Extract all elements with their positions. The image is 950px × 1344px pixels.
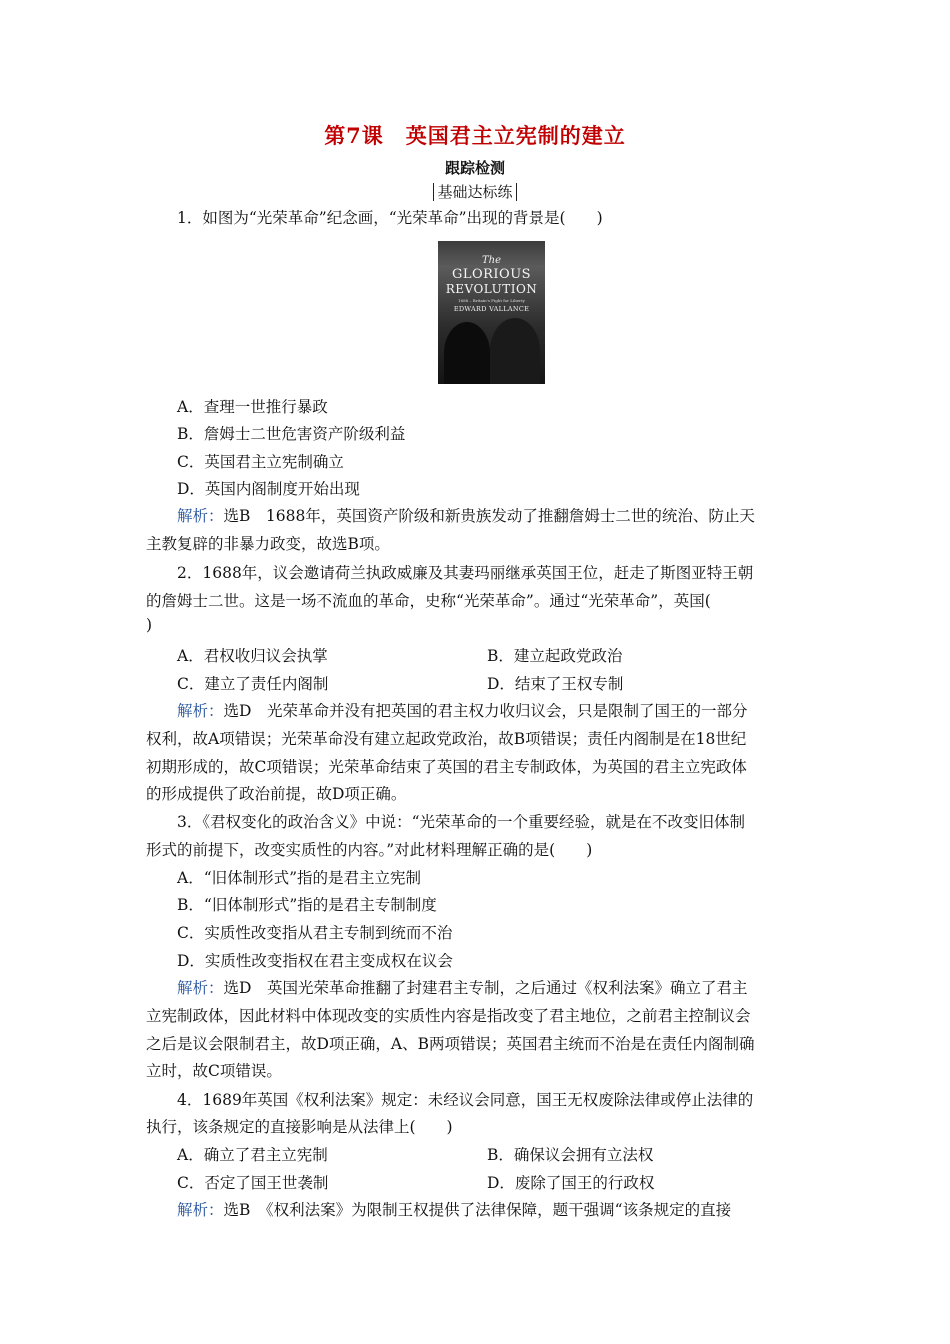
cover-line3: REVOLUTION (445, 282, 538, 296)
q4-option-d: D．废除了国王的行政权 (487, 1174, 655, 1192)
q3-explanation-line3: 之后是议会限制君主，故D项正确，A、B两项错误；英国君主统而不治是在责任内阁制确 (146, 1035, 755, 1053)
q4-option-b: B．确保议会拥有立法权 (487, 1146, 654, 1164)
q3-explanation-line1 (177, 976, 747, 998)
q3-explanation-line2: 立宪制政体，因此材料中体现改变的实质性内容是指改变了君主地位，之前君主控制议会 (146, 1007, 751, 1025)
q3-option-b: B．“旧体制形式”指的是君主专制制度 (177, 896, 437, 914)
q2-option-c: C．建立了责任内阁制 (177, 675, 329, 693)
glorious-revolution-book-cover-image (438, 241, 545, 384)
q2-option-a: A．君权收归议会执掌 (177, 647, 328, 665)
section-tag (0, 181, 950, 202)
q1-stem: 1．如图为“光荣革命”纪念画，“光荣革命”出现的背景是( ) (177, 209, 603, 227)
q4-stem-line1: 4．1689年英国《权利法案》规定：未经议会同意，国王无权废除法律或停止法律的 (177, 1091, 754, 1109)
section-subtitle: 跟踪检测 (444, 159, 505, 177)
q4-explanation-text1: 选B 《权利法案》为限制王权提供了法律保障，题干强调“该条规定的直接 (223, 1201, 732, 1219)
q2-explanation-label: 解析： (177, 702, 224, 720)
q2-explanation-text1: 选D 光荣革命并没有把英国的君主权力收归议会，只是限制了国王的一部分 (223, 702, 748, 720)
q2-option-d: D．结束了王权专制 (487, 675, 624, 693)
cover-line4: 1688 – Britain's Fight for Liberty (458, 298, 525, 303)
q4-option-a: A．确立了君主立宪制 (177, 1146, 328, 1164)
q1-explanation-text1: 选B 1688年，英国资产阶级和新贵族发动了推翻詹姆士二世的统治、防止天 (223, 507, 755, 525)
q4-stem-line2: 执行，该条规定的直接影响是从法律上( ) (146, 1118, 453, 1136)
portrait-figure-right (490, 318, 540, 384)
q3-explanation-line4: 立时，故C项错误。 (146, 1062, 282, 1080)
q1-explanation-label: 解析： (177, 507, 224, 525)
q3-option-a: A．“旧体制形式”指的是君主立宪制 (177, 869, 422, 887)
section-tag-label: 基础达标练 (433, 183, 516, 201)
q1-explanation-line1 (177, 504, 755, 526)
q3-option-d: D．实质性改变指权在君主变成权在议会 (177, 952, 453, 970)
portrait-figure-left (444, 322, 490, 384)
q2-stem-line1: 2．1688年，议会邀请荷兰执政威廉及其妻玛丽继承英国王位，赶走了斯图亚特王朝 (177, 564, 754, 582)
q2-option-b: B．建立起政党政治 (487, 647, 623, 665)
q1-option-d: D．英国内阁制度开始出现 (177, 480, 360, 498)
cover-author: EDWARD VALLANCE (453, 305, 530, 313)
q2-explanation-line2: 权利，故A项错误；光荣革命没有建立起政党政治，故B项错误；责任内阁制是在18世纪 (146, 730, 747, 748)
lesson-title: 第7课 英国君主立宪制的建立 (324, 123, 626, 148)
q3-explanation-label: 解析： (177, 979, 224, 997)
q4-explanation-label: 解析： (177, 1201, 224, 1219)
q2-explanation-line3: 初期形成的，故C项错误；光荣革命结束了英国的君主专制政体，为英国的君主立宪政体 (146, 758, 747, 776)
q3-stem-line2: 形式的前提下，改变实质性的内容。”对此材料理解正确的是( ) (146, 841, 593, 859)
q1-option-c: C．英国君主立宪制确立 (177, 453, 344, 471)
q1-option-a: A．查理一世推行暴政 (177, 398, 328, 416)
q2-explanation-line4: 的形成提供了政治前提，故D项正确。 (146, 785, 407, 803)
q4-explanation-line1 (177, 1198, 731, 1220)
cover-line2: GLORIOUS (451, 267, 532, 282)
q1-explanation-line2: 主教复辟的非暴力政变，故选B项。 (146, 535, 390, 553)
q2-stem-line3: ) (146, 616, 153, 634)
q3-explanation-text1: 选D 英国光荣革命推翻了封建君主专制，之后通过《权利法案》确立了君主 (223, 979, 748, 997)
q2-explanation-line1 (177, 699, 747, 721)
q3-option-c: C．实质性改变指从君主专制到统而不治 (177, 924, 453, 942)
q1-option-b: B．詹姆士二世危害资产阶级利益 (177, 425, 406, 443)
q3-stem-line1: 3．《君权变化的政治含义》中说：“光荣革命的一个重要经验，就是在不改变旧体制 (177, 813, 746, 831)
q4-option-c: C．否定了国王世袭制 (177, 1174, 329, 1192)
cover-line1: The (481, 255, 502, 266)
q2-stem-line2: 的詹姆士二世。这是一场不流血的革命，史称“光荣革命”。通过“光荣革命”，英国( (146, 592, 711, 610)
